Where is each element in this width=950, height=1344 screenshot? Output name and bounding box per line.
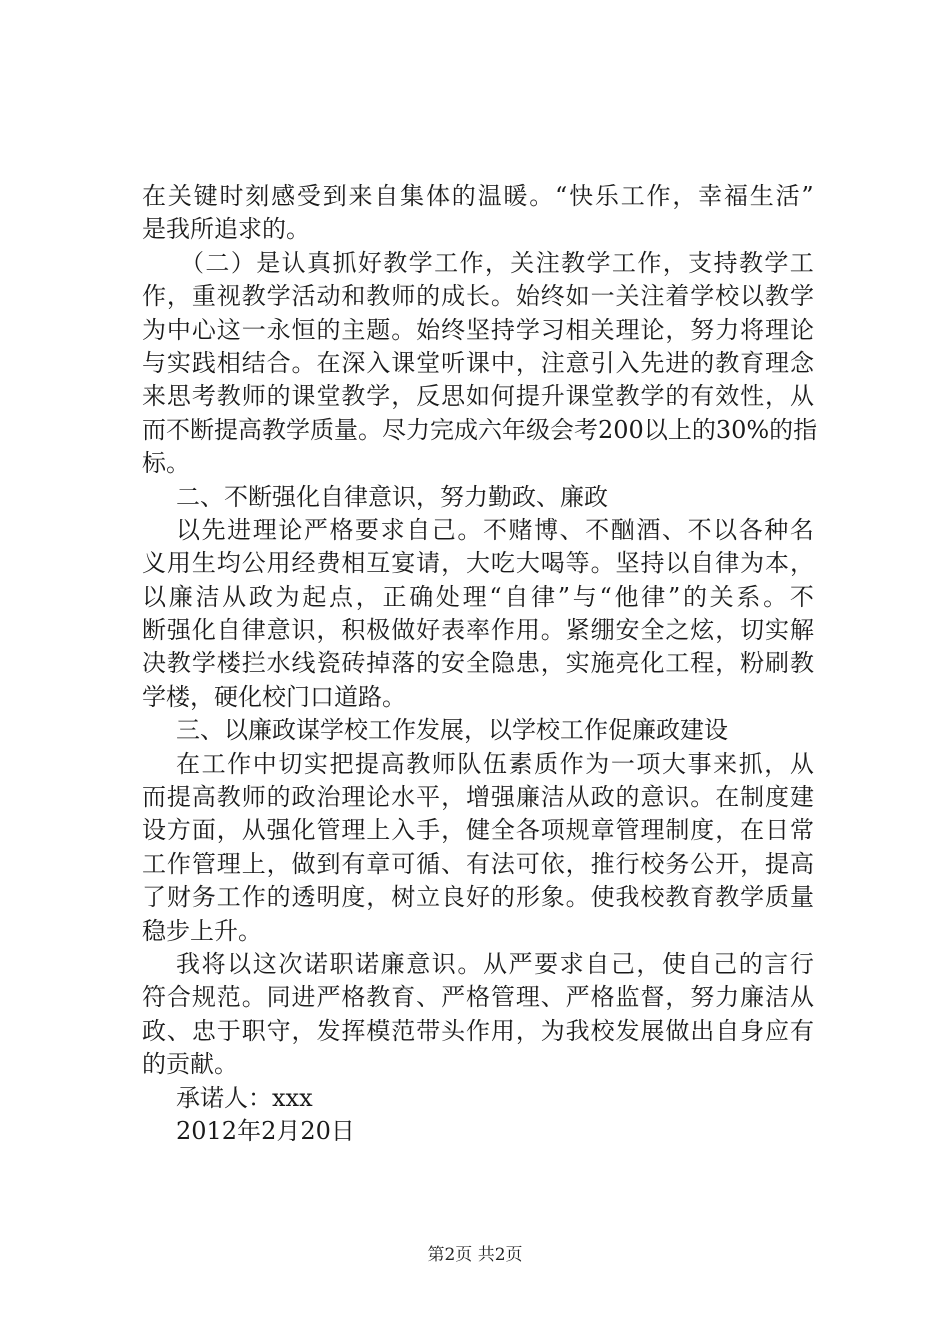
text-line: 承诺人：xxx [176,1083,313,1112]
text-line: 设 方 面 ， 从 强 化 管 理 上 入 手 ， 健 全 各 项 规 章 管 理 制 度 ， 在 日 常 [142,816,814,845]
text-line: 标。 [142,449,190,478]
document-body [142,180,818,1148]
text-line: 了 财 务 工 作 的 透 明 度 ， 树 立 良 好 的 形 象 。 使 我 校 教 育 教 学 质 量 [142,883,814,912]
text-line: 以 廉 洁 从 政 为 起 点 ， 正 确 处 理 “ 自 律 ” 与 “ 他 律 ” 的 关 系 。 不 [142,582,814,611]
text-line: 符 合 规 范 。 同 进 严 格 教 育 、 严 格 管 理 、 严 格 监 督 ， 努 力 廉 洁 从 [142,983,814,1012]
page-footer: 第2页 共2页 [427,1245,523,1265]
text-line: 三、以廉政谋学校工作发展，以学校工作促廉政建设 [176,716,728,745]
text-line: 学楼，硬化校门口道路。 [142,682,406,711]
text-line: 在 工 作 中 切 实 把 提 高 教 师 队 伍 素 质 作 为 一 项 大 事 来 抓 ， 从 [176,749,814,778]
text-line: 在 关 键 时 刻 感 受 到 来 自 集 体 的 温 暖 。 “ 快 乐 工 作 ， 幸 福 生 活 ” [142,182,814,210]
text-line: 断 强 化 自 律 意 识 ， 积 极 做 好 表 率 作 用 。 紧 绷 安 全 之 炫 ， 切 实 解 [142,616,814,645]
text-line: 而 不 断 提 高 教 学 质 量 。 尽 力 完 成 六 年 级 会 考 200 以 上 的 30% 的 指 [142,415,818,444]
text-line: 与 实 践 相 结 合 。 在 深 入 课 堂 听 课 中 ， 注 意 引 入 先 进 的 教 育 理 念 [142,348,814,377]
text-line: 稳步上升。 [142,916,262,945]
text-line: 是我所追求的。 [142,215,310,244]
text-line: 作 ， 重 视 教 学 活 动 和 教 师 的 成 长 。 始 终 如 一 关 注 着 学 校 以 教 学 [142,282,814,311]
text-line: 来 思 考 教 师 的 课 堂 教 学 ， 反 思 如 何 提 升 课 堂 教 学 的 有 效 性 ， 从 [142,382,814,411]
text-line: 我 将 以 这 次 诺 职 诺 廉 意 识 。 从 严 要 求 自 己 ， 使 自 己 的 言 行 [176,949,814,978]
text-line: 工 作 管 理 上 ， 做 到 有 章 可 循 、 有 法 可 依 ， 推 行 校 务 公 开 ， 提 高 [142,849,814,878]
text-line: 的贡献。 [142,1050,238,1079]
text-line: 为 中 心 这 一 永 恒 的 主 题 。 始 终 坚 持 学 习 相 关 理 论 ， 努 力 将 理 论 [142,315,814,344]
text-line: （ 二 ） 是 认 真 抓 好 教 学 工 作 ， 关 注 教 学 工 作 ， 支 持 教 学 工 [180,248,814,277]
text-line: 2012年2月20日 [176,1116,355,1145]
text-line: 决 教 学 楼 拦 水 线 瓷 砖 掉 落 的 安 全 隐 患 ， 实 施 亮 化 工 程 ， 粉 刷 教 [142,649,814,678]
text-line: 义 用 生 均 公 用 经 费 相 互 宴 请 ， 大 吃 大 喝 等 。 坚 持 以 自 律 为 本 ， [142,549,814,578]
text-line: 政 、 忠 于 职 守 ， 发 挥 模 范 带 头 作 用 ， 为 我 校 发 展 做 出 自 身 应 有 [142,1016,814,1045]
text-line: 以 先 进 理 论 严 格 要 求 自 己 。 不 赌 博 、 不 酗 酒 、 不 以 各 种 名 [176,515,814,544]
text-line: 二、不断强化自律意识，努力勤政、廉政 [176,482,608,511]
text-line: 而 提 高 教 师 的 政 治 理 论 水 平 ， 增 强 廉 洁 从 政 的 意 识 。 在 制 度 建 [142,783,814,812]
